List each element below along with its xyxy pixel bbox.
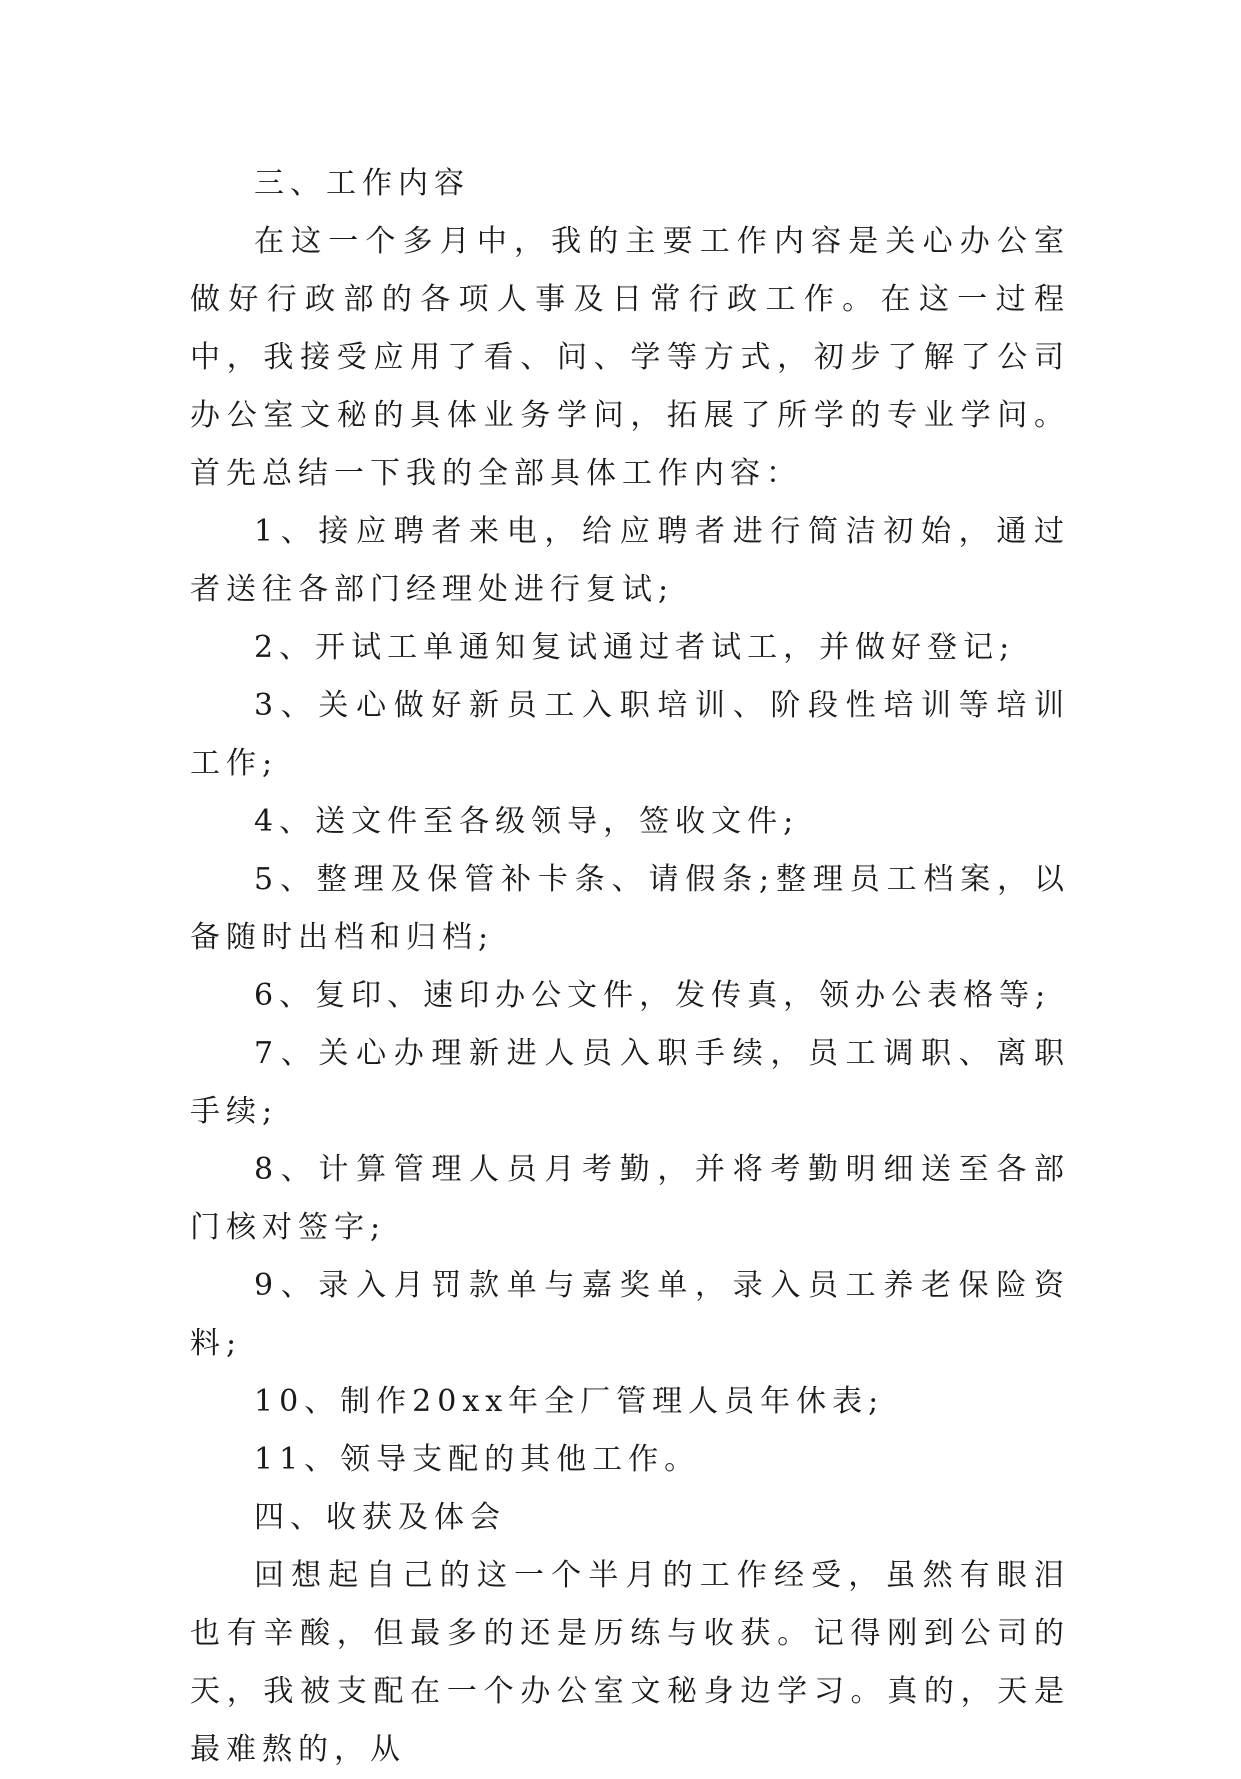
list-item-7: 7、关心办理新进人员入职手续，员工调职、离职手续; [190,1036,1070,1129]
list-item-10: 10、制作20xx年全厂管理人员年休表; [254,1384,885,1419]
document-body [190,155,1070,1779]
list-item-5: 5、整理及保管补卡条、请假条;整理员工档案，以备随时出档和归档; [190,862,1070,955]
paragraph-work-overview: 在这一个多月中，我的主要工作内容是关心办公室做好行政部的各项人事及日常行政工作。在这一过程中，我接受应用了看、问、学等方式，初步了解了公司办公室文秘的具体业务学问，拓展了所学的专业学问。首先总结一下我的全部具体工作内容： [190,224,1070,491]
section-heading-work-content: 三、工作内容 [254,166,470,201]
list-item-9: 9、录入月罚款单与嘉奖单，录入员工养老保险资料; [190,1268,1070,1361]
list-item-1: 1、接应聘者来电，给应聘者进行简洁初始，通过者送往各部门经理处进行复试; [190,514,1070,607]
list-item-6: 6、复印、速印办公文件，发传真，领办公表格等; [254,978,1052,1013]
list-item-8: 8、计算管理人员月考勤，并将考勤明细送至各部门核对签字; [190,1152,1070,1245]
list-item-2: 2、开试工单通知复试通过者试工，并做好登记; [254,630,1016,665]
list-item-11: 11、领导支配的其他工作。 [254,1442,701,1477]
list-item-4: 4、送文件至各级领导，签收文件; [254,804,800,839]
paragraph-reflection: 回想起自己的这一个半月的工作经受，虽然有眼泪也有辛酸，但最多的还是历练与收获。记得刚到公司的天，我被支配在一个办公室文秘身边学习。真的，天是最难熬的，从 [190,1558,1070,1767]
list-item-3: 3、关心做好新员工入职培训、阶段性培训等培训工作; [190,688,1070,781]
section-heading-gains: 四、收获及体会 [254,1500,506,1535]
